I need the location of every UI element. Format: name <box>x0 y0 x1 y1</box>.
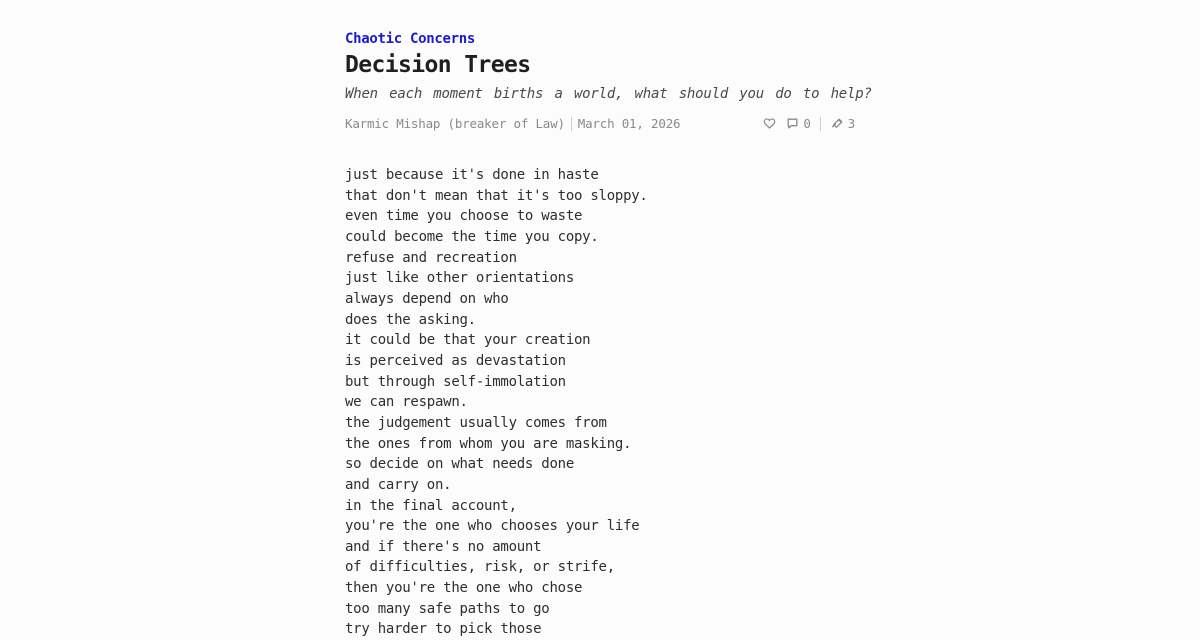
post-title: Decision Trees <box>345 52 531 78</box>
post-body <box>345 165 648 640</box>
poem-line: the ones from whom you are masking. <box>345 435 632 452</box>
poem-line: you're the one who chooses your life <box>345 518 640 535</box>
restack-count: 3 <box>847 116 855 131</box>
poem-line: could become the time you copy. <box>345 228 599 245</box>
like-button[interactable] <box>763 117 776 130</box>
poem-line: just because it's done in haste <box>345 167 599 183</box>
post-meta <box>345 116 855 134</box>
restack-button[interactable] <box>831 116 855 131</box>
poem-line: it could be that your creation <box>345 332 591 349</box>
poem-line: the judgement usually comes from <box>345 414 607 431</box>
comment-count: 0 <box>803 116 811 131</box>
poem-line: but through self-immolation <box>345 373 566 390</box>
poem-line: just like other orientations <box>345 270 575 287</box>
poem-line: in the final account, <box>345 497 517 514</box>
poem-line: and if there's no amount <box>345 538 542 555</box>
divider <box>571 117 572 131</box>
poem-line: is perceived as devastation <box>345 352 566 369</box>
post-date: March 01, 2026 <box>577 116 681 131</box>
poem-line: even time you choose to waste <box>345 208 583 225</box>
poem-line: and carry on. <box>345 476 452 493</box>
author-link[interactable]: Karmic Mishap (breaker of Law) <box>345 116 565 131</box>
engagement-bar <box>763 116 855 131</box>
publication-link[interactable]: Chaotic Concerns <box>345 31 476 47</box>
poem-line: that don't mean that it's too sloppy. <box>345 187 648 204</box>
restack-icon <box>831 117 844 130</box>
poem-line: try harder to pick those <box>345 621 542 638</box>
poem-line: of difficulties, risk, or strife, <box>345 559 615 576</box>
poem-line: does the asking. <box>345 311 476 328</box>
heart-icon <box>763 117 776 130</box>
byline <box>345 116 680 132</box>
poem-line: then you're the one who chose <box>345 580 583 597</box>
poem-line: too many safe paths to go <box>345 600 550 617</box>
divider <box>820 117 821 131</box>
poem-line: so decide on what needs done <box>345 456 575 473</box>
comment-button[interactable] <box>786 116 810 131</box>
poem-line: refuse and recreation <box>345 249 517 266</box>
comment-icon <box>786 117 799 130</box>
poem-line: we can respawn. <box>345 394 468 411</box>
poem-line: always depend on who <box>345 290 509 307</box>
post-subtitle: When each moment births a world, what should you do to help? <box>345 86 872 102</box>
